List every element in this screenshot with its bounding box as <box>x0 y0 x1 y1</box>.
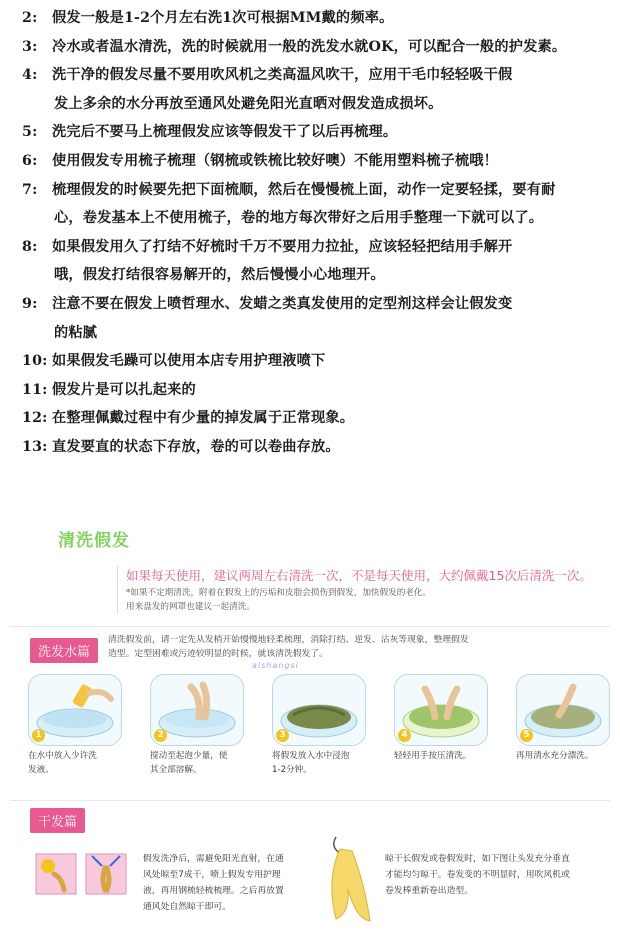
basin-illustration <box>394 674 488 746</box>
care-rule-line <box>22 118 602 147</box>
wash-step <box>28 674 128 777</box>
step-caption-line: 将假发放入水中浸泡 <box>272 751 350 761</box>
step-number-badge: 2 <box>154 729 167 742</box>
step-number-badge: 4 <box>398 729 411 742</box>
care-rule-line <box>22 261 602 290</box>
step-number-badge: 5 <box>520 729 533 742</box>
care-rule-line <box>22 204 602 233</box>
wash-steps <box>22 674 612 784</box>
shampoo-note-line-2: 造型。定型困难或污迹较明显的时候，就该清洗假发了。 <box>108 649 328 659</box>
care-rule-number: 2: <box>22 10 38 26</box>
care-rule-line <box>22 319 602 348</box>
drying-section-tag: 干发篇 <box>30 808 85 833</box>
divider <box>10 626 610 627</box>
basin-illustration <box>150 674 244 746</box>
care-rule-text: 哦，假发打结很容易解开的，然后慢慢小心地理开。 <box>54 267 385 284</box>
care-rule-line <box>22 347 602 376</box>
step-caption-line: 在水中放入少许洗 <box>28 751 97 761</box>
care-rule-text: 假发片是可以扎起来的 <box>52 381 196 398</box>
step-caption-line: 搅动至起泡少量，使 <box>150 751 228 761</box>
step-caption <box>516 749 616 763</box>
drying-note-left <box>143 851 313 915</box>
step-number-badge: 3 <box>276 729 289 742</box>
wash-frequency-intro <box>117 566 620 614</box>
drying-note-line: 风处晾至7成干，喷上假发专用护理 <box>143 870 281 880</box>
step-number-badge: 1 <box>32 729 45 742</box>
drying-note-line: 卷发棒重新卷出造型。 <box>385 886 473 896</box>
basin-illustration <box>272 674 366 746</box>
care-rule-number: 13: <box>22 438 48 455</box>
wash-step <box>394 674 494 763</box>
care-rule-text: 心，卷发基本上不使用梳子，卷的地方每次带好之后用手整理一下就可以了。 <box>54 210 544 227</box>
care-rule-line <box>22 376 602 405</box>
care-rule-line <box>22 233 602 262</box>
step-caption <box>394 749 494 763</box>
care-rule-text: 在整理佩戴过程中有少量的掉发属于正常现象。 <box>52 410 355 427</box>
care-rule-text: 洗干净的假发尽量不要用吹风机之类高温风吹干，应用干毛巾轻轻吸干假 <box>52 67 513 84</box>
drying-note-line: 晾干长假发或卷假发时，如下图让头发充分垂直 <box>385 854 570 864</box>
drying-note-line: 假发洗净后，需避免阳光直射，在通 <box>143 854 284 864</box>
step-caption <box>150 749 250 777</box>
step-caption <box>272 749 372 777</box>
care-rule-line <box>22 404 602 433</box>
basin-illustration <box>516 674 610 746</box>
section-title: 清洗假发 <box>58 531 130 551</box>
shampoo-section-tag: 洗发水篇 <box>30 638 98 663</box>
care-rule-text: 梳理假发的时候要先把下面梳顺，然后在慢慢梳上面，动作一定要轻揉，要有耐 <box>52 181 556 198</box>
drying-note-right <box>385 851 615 899</box>
drying-note-line: 才能均匀晾干。卷发变的不明显时，用吹风机或 <box>385 870 570 880</box>
step-caption <box>28 749 128 777</box>
care-rule-text: 洗完后不要马上梳理假发应该等假发干了以后再梳理。 <box>52 124 398 141</box>
care-rule-line <box>22 90 602 119</box>
care-rule-line <box>22 61 602 90</box>
care-rule-number: 3: <box>22 38 38 55</box>
care-rule-text: 使用假发专用梳子梳理（钢梳或铁梳比较好噢）不能用塑料梳子梳哦！ <box>52 152 499 169</box>
shampoo-note <box>108 633 528 661</box>
drying-illustration <box>34 852 134 898</box>
care-rule-number: 12: <box>22 410 48 427</box>
step-caption-line: 轻轻用手按压清洗。 <box>394 751 472 761</box>
care-rule-line <box>22 433 602 462</box>
care-rules-list <box>22 4 602 462</box>
shampoo-note-line-1: 清洗假发前，请一定先从发梢开始慢慢地轻柔梳理，消除打结、逆发、沾灰等现象，整理假发 <box>108 635 469 645</box>
care-rule-number: 7: <box>22 181 38 198</box>
step-caption-line: 1-2分钟。 <box>272 765 312 775</box>
care-rule-number: 9: <box>22 295 38 312</box>
care-rule-text: 假发一般是1-2个月左右洗1次可根据MM戴的频率。 <box>52 10 394 26</box>
care-rule-number: 11: <box>22 381 48 398</box>
care-rule-number: 8: <box>22 238 38 255</box>
care-rule-text: 注意不要在假发上喷哲理水、发蜡之类真发使用的定型剂这样会让假发变 <box>52 295 513 312</box>
step-caption-line: 其全部溶解。 <box>150 765 202 775</box>
care-rule-text: 的粘腻 <box>54 324 98 341</box>
care-rule-number: 6: <box>22 152 38 169</box>
care-rule-line <box>22 33 602 62</box>
care-rule-line <box>22 147 602 176</box>
care-rule-line <box>22 4 602 33</box>
hanging-wig-illustration <box>322 833 380 923</box>
drying-note-line: 通风处自然晾干即可。 <box>143 902 231 912</box>
care-rule-text: 如果假发毛躁可以使用本店专用护理液喷下 <box>52 353 326 370</box>
care-rule-number: 4: <box>22 67 38 84</box>
basin-illustration <box>28 674 122 746</box>
step-caption-line: 发液。 <box>28 765 54 775</box>
divider <box>10 800 610 801</box>
care-rule-text: 发上多余的水分再放至通风处避免阳光直晒对假发造成损坏。 <box>54 95 443 112</box>
wash-step <box>516 674 616 763</box>
watermark: aishangsi <box>252 661 299 670</box>
step-caption-line: 再用清水充分漂洗。 <box>516 751 594 761</box>
care-rule-line <box>22 290 602 319</box>
wash-step <box>272 674 372 777</box>
care-rule-text: 直发要直的状态下存放，卷的可以卷曲存放。 <box>52 438 340 455</box>
care-rule-text: 如果假发用久了打结不好梳时千万不要用力拉扯，应该轻轻把结用手解开 <box>52 238 513 255</box>
care-rule-text: 冷水或者温水清洗，洗的时候就用一般的洗发水就OK，可以配合一般的护发素。 <box>52 38 567 55</box>
care-rule-number: 5: <box>22 124 38 141</box>
drying-note-line: 液，再用钢梳轻梳梳理。之后再放置 <box>143 886 284 896</box>
wash-step <box>150 674 250 777</box>
intro-sub-1: *如果不定期清洗，附着在假发上的污垢和皮脂会损伤到假发，加快假发的老化。 <box>126 588 432 598</box>
care-rule-number: 10: <box>22 353 48 370</box>
care-rule-line <box>22 176 602 205</box>
intro-sub-2: 用来盘发的网罩也建议一起清洗。 <box>126 602 255 612</box>
intro-main: 如果每天使用，建议两周左右清洗一次，不是每天使用，大约佩戴15次后清洗一次。 <box>126 568 592 583</box>
